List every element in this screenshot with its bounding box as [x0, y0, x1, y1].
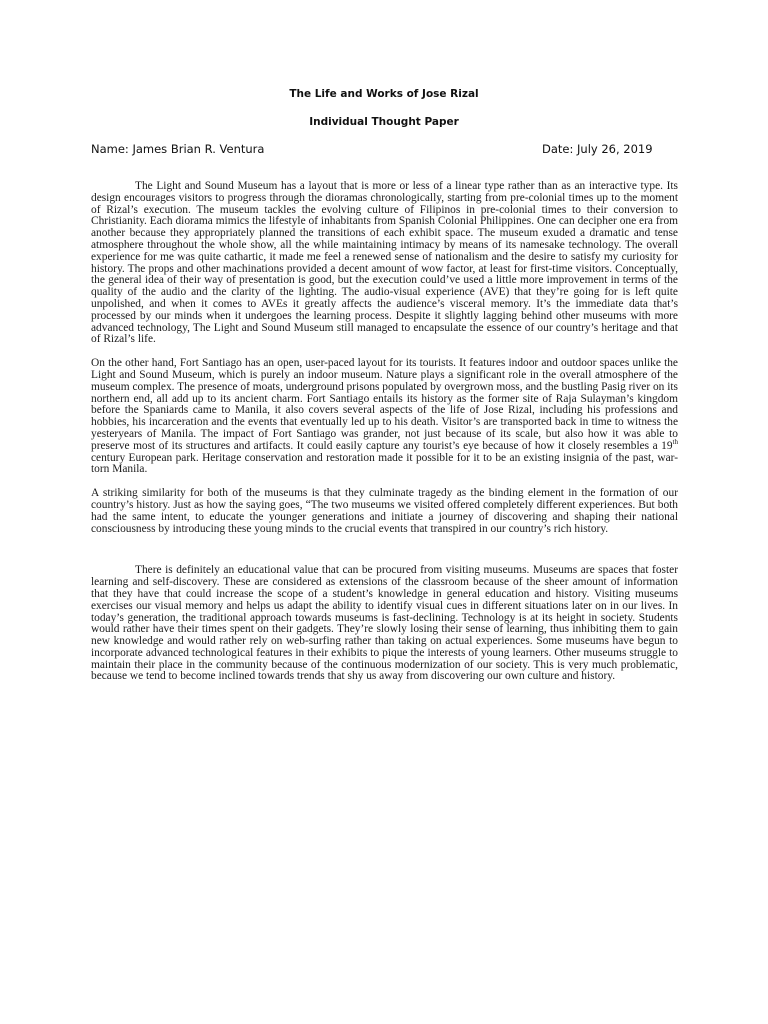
paragraph-fort-santiago	[91, 358, 678, 476]
ordinal-superscript: th	[672, 437, 678, 446]
paragraph-educational-value: There is definitely an educational value that can be procured from visiting museums. Museums are spaces that foster learning and self-discovery. These are considered as extensions of the classroom because of the sheer amount of information that they have that could increase the scope of a student’s knowledge in general education and history. Visiting museums exercises our visual memory and helps us adapt the ability to identify visual cues in different situations later on in our lives. In today’s generation, the traditional approach towards museums is fast-declining. Technology is at its height in society. Students would rather have their times spent on their gadgets. They’re slowly losing their sense of learning, thus inhibiting them to gain new knowledge and would rather rely on web-surfing rather than taking on actual experiences. Some museums have begun to incorporate advanced technological features in their exhibits to pique the interests of young learners. Other museums struggle to maintain their place in the community because of the continuous modernization of our society. This is very much problematic, because we tend to become inclined towards trends that shy us away from discovering our own culture and history.	[91, 564, 678, 683]
course-title: The Life and Works of Jose Rizal	[289, 88, 479, 100]
paragraph-fort-santiago-text-1: On the other hand, Fort Santiago has an open, user-paced layout for its tourists. It features indoor and outdoor spaces unlike the Light and Sound Museum, which is purely an indoor museum. Nature plays a significant role in the overall atmosphere of the museum complex. The presence of moats, underground prisons populated by overgrown moss, and the bustling Pasig river on its northern end, all add up to its ancient charm. Fort Santiago entails its history as the former site of Raja Sulayman’s kingdom before the Spaniards came to Manila, it also covers several aspects of the life of Jose Rizal, including his professions and hobbies, his incarceration and the events that eventually led up to his death. Visitor’s are transported back in time to witness the yesteryears of Manila. The impact of Fort Santiago was grander, not just because of its scale, but also how it was able to preserve most of its structures and artifacts. It could easily capture any tourist’s eye because of how it closely resembles a 19	[91, 357, 678, 452]
paragraph-fort-santiago-text-2: century European park. Heritage conservation and restoration made it possible for it to be an existing insignia of the past, war-torn Manila.	[91, 451, 678, 476]
author-name: Name: James Brian R. Ventura	[91, 142, 265, 156]
paper-date: Date: July 26, 2019	[542, 142, 653, 156]
essay-body	[91, 181, 678, 683]
paper-type-title: Individual Thought Paper	[309, 116, 459, 128]
paragraph-light-and-sound-museum: The Light and Sound Museum has a layout that is more or less of a linear type rather than as an interactive type. Its design encourages visitors to progress through the dioramas chronologically, starting from pre-colonial times up to the moment of Rizal’s execution. The museum tackles the evolving culture of Filipinos in pre-colonial times to their conversion to Christianity. Each diorama mimics the lifestyle of inhabitants from Spanish Colonial Philippines. One can decipher one era from another because they appropriately planned the transitions of each exhibit space. The museum exuded a dramatic and tense atmosphere throughout the whole show, all the while maintaining intimacy by means of its namesake technology. The overall experience for me was quite cathartic, it made me feel a renewed sense of nationalism and the desire to satisfy my curiosity for history. The props and other machinations provided a decent amount of wow factor, at least for first-time visitors. Conceptually, the general idea of their way of presentation is good, but the execution could’ve used a little more improvement in terms of the quality of the audio and the clarity of the lighting. The audio-visual experience (AVE) that they’re going for is left quite unpolished, and when it comes to AVEs it greatly affects the audience’s visceral memory. It’s the immediate data that’s processed by our minds when it undergoes the learning process. Despite it slightly lagging behind other museums with more advanced technology, The Light and Sound Museum still managed to encapsulate the essence of our country’s heritage and that of Rizal’s life.	[91, 180, 678, 346]
paragraph-similarity: A striking similarity for both of the museums is that they culminate tragedy as the binding element in the formation of our country’s history. Just as how the saying goes, “The two museums we visited offered completely different experiences. But both had the same intent, to educate the younger generations and initiate a journey of discovering and shaping their national consciousness by introducing these young minds to the crucial events that transpired in our country’s rich history.	[91, 487, 678, 535]
